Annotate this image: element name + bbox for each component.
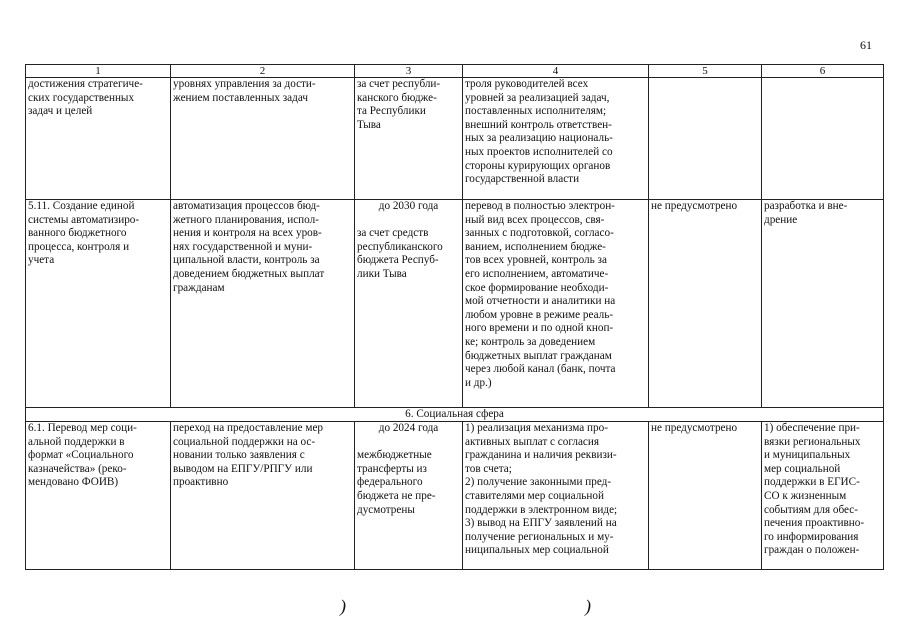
text-line: до 2024 года (378, 422, 439, 434)
text-line: любом уровне в режиме реаль- (465, 308, 614, 321)
text-line: переход на предоставление мер (173, 422, 324, 434)
text-line: выводом на ЕПГУ/РПГУ или (173, 462, 313, 475)
text-line: поставленных исполнителям; (465, 105, 607, 118)
cell-description (171, 78, 355, 200)
text-line: федерального (357, 476, 423, 489)
text-line: ских государственных (28, 91, 135, 104)
cell-col6 (762, 78, 884, 200)
text-line: 6.1. Перевод мер соци- (28, 422, 137, 434)
text-line: новании только заявления с (173, 449, 305, 462)
table-row (26, 422, 884, 570)
text-line: его исполнением, автоматиче- (465, 267, 609, 280)
text-line: через любой канал (банк, почта (465, 363, 616, 376)
text-line: 3) вывод на ЕПГУ заявлений на (465, 517, 617, 530)
text-line: 1) реализация механизма про- (465, 422, 608, 434)
text-line: активных выплат с согласия (465, 435, 600, 448)
text-line: ный вид всех процессов, свя- (465, 213, 605, 226)
text-line: канского бюдже- (357, 91, 437, 104)
cell-description (171, 200, 355, 408)
cell-col5 (649, 422, 762, 570)
text-line: ципальной власти, контроль за (173, 254, 320, 267)
text-line: не предусмотрено (651, 200, 738, 212)
text-line: не предусмотрено (651, 422, 738, 434)
text-line: жением поставленных задач (173, 91, 308, 104)
text-line: за счет республи- (357, 78, 441, 90)
cell-term-funding (355, 200, 463, 408)
cell-result (463, 200, 649, 408)
text-line: ставителями мер социальной (465, 489, 604, 502)
text-line: Тыва (357, 118, 381, 131)
text-line: и муниципальных (764, 449, 851, 462)
page-number: 61 (860, 38, 872, 52)
section-title: 6. Социальная сфера (26, 408, 884, 422)
text-line: получение региональных и му- (465, 530, 614, 543)
text-line: трансферты из (357, 462, 427, 475)
cell-description (171, 422, 355, 570)
text-line: ных проектов исполнителей со (465, 145, 613, 158)
text-line: государственной власти (465, 173, 580, 186)
text-line: ское формирование необходи- (465, 281, 609, 294)
text-line: печения проактивно- (764, 517, 865, 530)
text-line: ного времени и по одной кноп- (465, 322, 614, 335)
text-line: мер социальной (764, 462, 841, 475)
cell-col6 (762, 422, 884, 570)
text-line: 1) обеспечение при- (764, 422, 860, 434)
header-cell: 3 (355, 65, 463, 78)
text-line: событиям для обес- (764, 503, 858, 516)
header-cell: 5 (649, 65, 762, 78)
text-line: мой отчетности и аналитики на (465, 295, 616, 308)
text-line: дусмотрены (357, 503, 415, 516)
text-line: формат «Социального (28, 449, 134, 462)
text-line: уровнях управления за дости- (173, 78, 316, 90)
table-row (26, 200, 884, 408)
text-line: социальной поддержки на ос- (173, 435, 316, 448)
text-line: достижения стратегиче- (28, 78, 143, 90)
cell-col5 (649, 200, 762, 408)
text-line: ванием, исполнением бюдже- (465, 240, 606, 253)
text-line: нения и контроля на всех уров- (173, 227, 322, 240)
text-line: перевод в полностью электрон- (465, 200, 615, 212)
text-line: СО к жизненным (764, 489, 847, 502)
text-line: бюджета не пре- (357, 489, 436, 502)
text-line: до 2030 года (378, 200, 439, 212)
text-line: вязки региональных (764, 435, 861, 448)
text-line: разработка и вне- (764, 200, 848, 212)
text-line: ванного бюджетного (28, 227, 127, 240)
cell-col5 (649, 78, 762, 200)
text-line: поддержки в ЕГИС- (764, 476, 860, 489)
text-line: ке; контроль за доведением (465, 335, 596, 348)
text-line: го информирования (764, 530, 859, 543)
section-row (26, 408, 884, 422)
header-cell: 1 (26, 65, 171, 78)
text-line: ных за реализацию националь- (465, 132, 613, 145)
text-line: граждан о положен- (764, 544, 860, 557)
text-line: стороны курирующих органов (465, 159, 611, 172)
text-line: и др.) (465, 376, 492, 389)
text-line: внешний контроль ответствен- (465, 118, 612, 131)
text-line: процесса, контроля и (28, 240, 130, 253)
cell-measure (26, 200, 171, 408)
table-row (26, 78, 884, 200)
cell-measure (26, 422, 171, 570)
text-line: за счет средств (357, 227, 429, 240)
header-cell: 2 (171, 65, 355, 78)
document-table (25, 64, 884, 570)
text-line: мендовано ФОИВ) (28, 476, 119, 489)
text-line: республиканского (357, 240, 443, 253)
text-line: системы автоматизиро- (28, 213, 140, 226)
text-line: дрение (764, 213, 798, 226)
text-line: проактивно (173, 476, 229, 489)
text-line: поддержки в электронном виде; (465, 503, 618, 516)
cell-result (463, 78, 649, 200)
text-line: троля руководителей всех (465, 78, 589, 90)
cell-result (463, 422, 649, 570)
text-line: задач и целей (28, 105, 93, 118)
cell-term-funding (355, 422, 463, 570)
text-line: тов счета; (465, 462, 512, 475)
cell-measure (26, 78, 171, 200)
text-line: ниципальных мер социальной (465, 544, 609, 557)
text-line: 5.11. Создание единой (28, 200, 135, 212)
text-line: учета (28, 254, 55, 267)
text-line: гражданина и наличия реквизи- (465, 449, 617, 462)
text-line: межбюджетные (357, 449, 432, 462)
text-line: 2) получение законными пред- (465, 476, 612, 489)
text-line: нях государственной и муни- (173, 240, 313, 253)
text-line: тов всех уровней, контроль за (465, 254, 607, 267)
text-line: бюджетных выплат гражданам (465, 349, 612, 362)
header-cell: 6 (762, 65, 884, 78)
text-line: та Республики (357, 105, 426, 118)
footer-mark-left: ) (340, 596, 346, 616)
footer-mark-right: ) (585, 596, 591, 616)
text-line: жетного планирования, испол- (173, 213, 319, 226)
header-row (26, 65, 884, 78)
text-line: гражданам (173, 281, 225, 294)
text-line: автоматизация процессов бюд- (173, 200, 320, 212)
cell-col6 (762, 200, 884, 408)
header-cell: 4 (463, 65, 649, 78)
text-line: бюджета Респуб- (357, 254, 439, 267)
cell-term-funding (355, 78, 463, 200)
text-line: альной поддержки в (28, 435, 125, 448)
text-line: уровней за реализацией задач, (465, 91, 610, 104)
text-line: лики Тыва (357, 267, 407, 280)
text-line: занных с подготовкой, согласо- (465, 227, 614, 240)
text-line: казначейства» (реко- (28, 462, 127, 475)
text-line: доведением бюджетных выплат (173, 267, 325, 280)
